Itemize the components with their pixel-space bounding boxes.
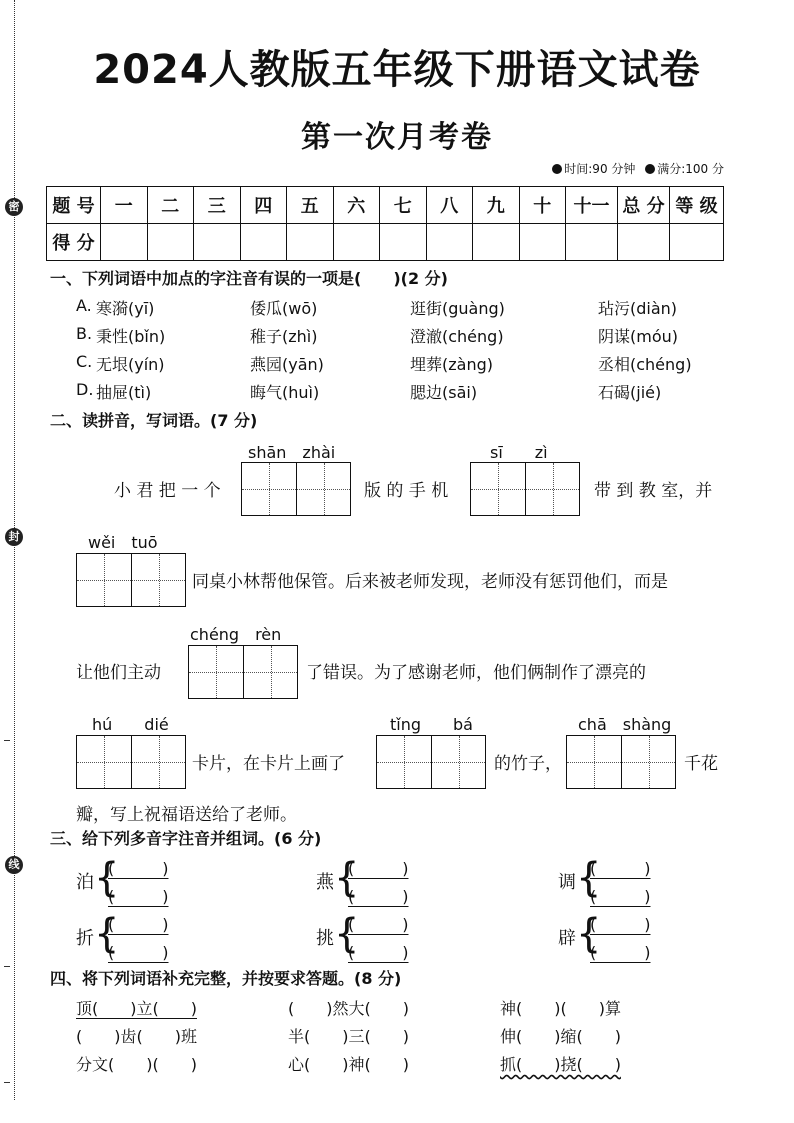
q1-item: 逛街(guàng) bbox=[410, 299, 505, 318]
q1-item: 腮边(sāi) bbox=[410, 383, 478, 402]
idiom-blank[interactable]: 顶( )立( ) bbox=[76, 999, 197, 1018]
poly-blank[interactable]: ( ) bbox=[590, 887, 651, 906]
answer-box[interactable] bbox=[76, 735, 186, 789]
q1-option-label: A. bbox=[76, 296, 92, 315]
poly-blank[interactable]: ( ) bbox=[348, 859, 409, 878]
pinyin-label: wěi tuō bbox=[88, 533, 158, 552]
score-cell[interactable] bbox=[240, 224, 287, 261]
q3-title: 三、给下列多音字注音并组词。(6 分) bbox=[50, 829, 322, 848]
idiom-blank[interactable]: 伸( )缩( ) bbox=[500, 1027, 621, 1046]
q2-text: 了错误。为了感谢老师，他们俩制作了漂亮的 bbox=[306, 663, 646, 683]
poly-blank[interactable]: ( ) bbox=[108, 887, 169, 906]
poly-blank[interactable]: ( ) bbox=[590, 943, 651, 962]
pinyin-label: chéng rèn bbox=[190, 625, 282, 644]
poly-blank[interactable]: ( ) bbox=[348, 915, 409, 934]
answer-box[interactable] bbox=[470, 462, 580, 516]
seal-mi: 密 bbox=[5, 198, 23, 216]
score-cell[interactable] bbox=[473, 224, 520, 261]
score-table-score-row bbox=[47, 224, 724, 261]
polyphone-char: 辟 bbox=[558, 928, 576, 949]
q2-text: 版 的 手 机 bbox=[364, 481, 449, 501]
pinyin-label: tǐng bá bbox=[390, 715, 473, 734]
poly-blank[interactable]: ( ) bbox=[348, 943, 409, 962]
idiom-blank[interactable]: 心( )神( ) bbox=[288, 1055, 409, 1074]
score-cell[interactable] bbox=[287, 224, 334, 261]
score-cell[interactable] bbox=[194, 224, 241, 261]
q1-item: 倭瓜(wō) bbox=[250, 299, 318, 318]
margin-tick bbox=[4, 1082, 10, 1083]
q1-item: 阴谋(móu) bbox=[598, 327, 679, 346]
score-cell[interactable] bbox=[333, 224, 380, 261]
q2-text: 小 君 把 一 个 bbox=[114, 481, 221, 501]
check-icon bbox=[645, 164, 655, 174]
brace-icon: { bbox=[94, 855, 120, 901]
idiom-blank[interactable]: 分文( )( ) bbox=[76, 1055, 197, 1074]
q1-item: 抽屉(tì) bbox=[96, 383, 152, 402]
poly-blank[interactable]: ( ) bbox=[590, 915, 651, 934]
q1-item: 无垠(yín) bbox=[96, 355, 165, 374]
score-cell[interactable] bbox=[618, 224, 670, 261]
table-cell: 五 bbox=[287, 187, 334, 224]
q4-title: 四、将下列词语补充完整，并按要求答题。(8 分) bbox=[50, 969, 402, 988]
pinyin-label: hú dié bbox=[92, 715, 169, 734]
seal-xian: 线 bbox=[5, 856, 23, 874]
q2-text: 卡片，在卡片上画了 bbox=[192, 754, 345, 774]
poly-blank[interactable]: ( ) bbox=[108, 943, 169, 962]
time-limit: 时间:90 分钟 bbox=[564, 162, 636, 176]
margin-tick bbox=[4, 966, 10, 967]
q2-text: 的竹子， bbox=[494, 754, 562, 774]
q1-item: 秉性(bǐn) bbox=[96, 327, 166, 346]
table-cell: 四 bbox=[240, 187, 287, 224]
clock-icon bbox=[552, 164, 562, 174]
answer-box[interactable] bbox=[376, 735, 486, 789]
q2-text: 同桌小林帮他保管。后来被老师发现，老师没有惩罚他们，而是 bbox=[192, 572, 668, 592]
q1-item: 燕园(yān) bbox=[250, 355, 324, 374]
poly-blank[interactable]: ( ) bbox=[590, 859, 651, 878]
q1-item: 埋葬(zàng) bbox=[410, 355, 493, 374]
q1-title: 一、下列词语中加点的字注音有误的一项是( )(2 分) bbox=[50, 269, 448, 288]
q2-text: 让他们主动 bbox=[76, 663, 161, 683]
polyphone-char: 燕 bbox=[316, 872, 334, 893]
brace-icon: { bbox=[94, 911, 120, 957]
q2-text: 带 到 教 室，并 bbox=[594, 481, 713, 501]
brace-icon: { bbox=[576, 855, 602, 901]
idiom-blank[interactable]: ( )齿( )班 bbox=[76, 1027, 197, 1046]
table-cell: 总 分 bbox=[618, 187, 670, 224]
exam-meta bbox=[546, 160, 724, 177]
table-cell: 九 bbox=[473, 187, 520, 224]
q1-option-label: D. bbox=[76, 380, 94, 399]
poly-blank[interactable]: ( ) bbox=[348, 887, 409, 906]
answer-box[interactable] bbox=[76, 553, 186, 607]
score-cell[interactable] bbox=[147, 224, 194, 261]
q1-item: 稚子(zhì) bbox=[250, 327, 318, 346]
table-cell: 八 bbox=[426, 187, 473, 224]
score-cell[interactable] bbox=[519, 224, 566, 261]
table-cell: 三 bbox=[194, 187, 241, 224]
q1-option-label: B. bbox=[76, 324, 93, 343]
polyphone-char: 挑 bbox=[316, 928, 334, 949]
q1-option-label: C. bbox=[76, 352, 93, 371]
q2-title: 二、读拼音，写词语。(7 分) bbox=[50, 411, 258, 430]
answer-box[interactable] bbox=[241, 462, 351, 516]
table-cell: 题 号 bbox=[47, 187, 101, 224]
q1-item: 石碣(jié) bbox=[598, 383, 662, 402]
margin-tick bbox=[4, 740, 10, 741]
seal-feng: 封 bbox=[5, 528, 23, 546]
answer-box[interactable] bbox=[188, 645, 298, 699]
exam-subtitle: 第一次月考卷 bbox=[301, 120, 493, 155]
full-score: 满分:100 分 bbox=[657, 162, 724, 176]
pinyin-label: sī zì bbox=[490, 443, 548, 462]
brace-icon: { bbox=[576, 911, 602, 957]
idiom-blank[interactable]: 半( )三( ) bbox=[288, 1027, 409, 1046]
score-cell[interactable] bbox=[101, 224, 148, 261]
q1-item: 丞相(chéng) bbox=[598, 355, 692, 374]
exam-title: 2024人教版五年级下册语文试卷 bbox=[93, 47, 701, 93]
polyphone-char: 调 bbox=[558, 872, 576, 893]
idiom-blank[interactable]: ( )然大( ) bbox=[288, 999, 409, 1018]
q1-item: 澄澈(chéng) bbox=[410, 327, 504, 346]
score-cell[interactable] bbox=[566, 224, 618, 261]
table-cell: 等 级 bbox=[670, 187, 724, 224]
q1-item: 晦气(huì) bbox=[250, 383, 320, 402]
score-table-header-row bbox=[47, 187, 724, 224]
binding-line bbox=[14, 0, 15, 1100]
table-cell: 得 分 bbox=[47, 224, 101, 261]
q2-text: 千花 bbox=[684, 754, 718, 774]
table-cell: 十一 bbox=[566, 187, 618, 224]
brace-icon: { bbox=[334, 855, 360, 901]
idiom-blank[interactable]: 抓( )挠( ) bbox=[500, 1055, 621, 1074]
answer-box[interactable] bbox=[566, 735, 676, 789]
idiom-blank[interactable]: 神( )( )算 bbox=[500, 999, 621, 1018]
q1-item: 寒漪(yī) bbox=[96, 299, 155, 318]
polyphone-char: 泊 bbox=[76, 872, 94, 893]
q2-text: 瓣，写上祝福语送给了老师。 bbox=[76, 805, 297, 825]
table-cell: 六 bbox=[333, 187, 380, 224]
score-cell[interactable] bbox=[670, 224, 724, 261]
pinyin-label: chā shàng bbox=[578, 715, 672, 734]
score-table bbox=[46, 186, 724, 261]
q1-item: 玷污(diàn) bbox=[598, 299, 678, 318]
score-cell[interactable] bbox=[380, 224, 427, 261]
brace-icon: { bbox=[334, 911, 360, 957]
poly-blank[interactable]: ( ) bbox=[108, 915, 169, 934]
polyphone-char: 折 bbox=[76, 928, 94, 949]
pinyin-label: shān zhài bbox=[248, 443, 336, 462]
table-cell: 二 bbox=[147, 187, 194, 224]
table-cell: 七 bbox=[380, 187, 427, 224]
table-cell: 一 bbox=[101, 187, 148, 224]
poly-blank[interactable]: ( ) bbox=[108, 859, 169, 878]
table-cell: 十 bbox=[519, 187, 566, 224]
score-cell[interactable] bbox=[426, 224, 473, 261]
